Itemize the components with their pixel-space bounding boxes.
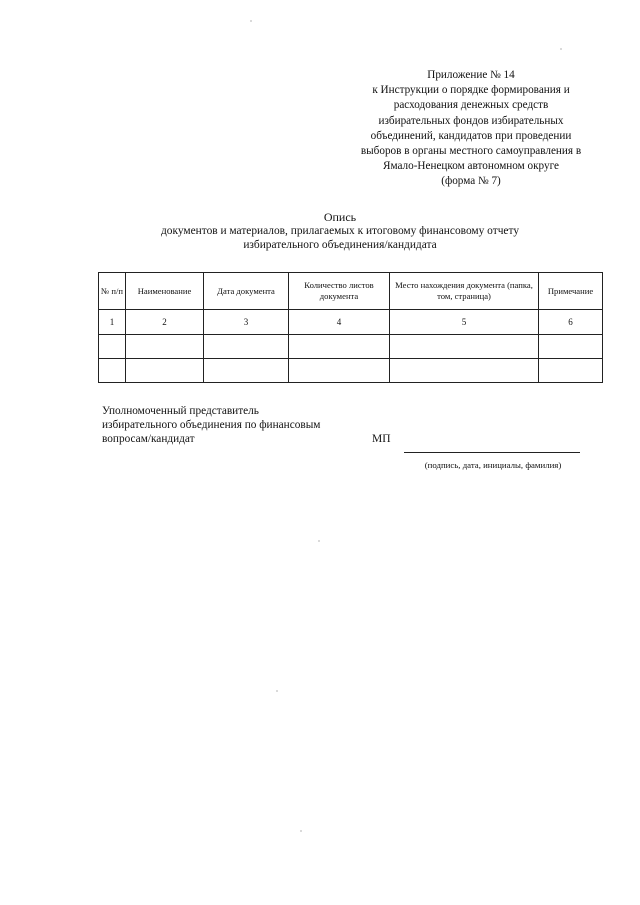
table-cell xyxy=(99,359,126,383)
table-cell xyxy=(289,335,390,359)
table-cell xyxy=(539,359,603,383)
table-cell xyxy=(390,335,539,359)
table-header-row xyxy=(99,273,603,310)
table-cell xyxy=(289,359,390,383)
header-cell-note: Примечание xyxy=(539,273,603,310)
appendix-line: выборов в органы местного самоуправления в xyxy=(360,145,582,158)
table-cell xyxy=(99,335,126,359)
table-cell xyxy=(126,335,204,359)
representative-block xyxy=(102,404,320,446)
table-cell: 5 xyxy=(390,310,539,335)
scan-speck xyxy=(276,690,278,692)
table-cell xyxy=(204,335,289,359)
header-cell-date: Дата документа xyxy=(204,273,289,310)
table-number-row xyxy=(99,310,603,335)
representative-line: избирательного объединения по финансовым xyxy=(102,419,321,431)
stamp-label: МП xyxy=(372,433,391,445)
appendix-line: Приложение № 14 xyxy=(427,69,515,81)
scan-speck xyxy=(250,20,252,22)
appendix-header xyxy=(340,68,602,190)
signature-caption: (подпись, дата, инициалы, фамилия) xyxy=(424,460,562,470)
table-cell: 4 xyxy=(289,310,390,335)
appendix-line: избирательных фондов избирательных xyxy=(378,114,564,127)
title-subtitle-line: документов и материалов, прилагаемых к итоговому финансовому отчету xyxy=(160,225,520,237)
representative-line: Уполномоченный представитель xyxy=(102,405,259,417)
table-cell xyxy=(126,359,204,383)
representative-line: вопросам/кандидат xyxy=(102,433,195,445)
table-row xyxy=(99,335,603,359)
appendix-line: расходования денежных средств xyxy=(393,99,549,112)
table-cell xyxy=(390,359,539,383)
table-cell xyxy=(204,359,289,383)
header-cell-location: Место нахождения документа (папка, том, страница) xyxy=(390,273,539,310)
scan-speck xyxy=(560,48,562,50)
table-cell: 3 xyxy=(204,310,289,335)
table-cell: 1 xyxy=(99,310,126,335)
appendix-line: Ямало-Ненецком автономном округе xyxy=(382,160,559,173)
document-title xyxy=(120,210,560,252)
scan-speck xyxy=(318,540,320,542)
header-cell-number: № п/п xyxy=(99,273,126,310)
title-subtitle-line: избирательного объединения/кандидата xyxy=(243,239,437,251)
inventory-table xyxy=(98,272,603,383)
appendix-line: объединений, кандидатов при проведении xyxy=(370,129,572,142)
appendix-line: к Инструкции о порядке формирования и xyxy=(372,84,570,97)
table-cell xyxy=(539,335,603,359)
table-cell: 6 xyxy=(539,310,603,335)
scan-speck xyxy=(300,830,302,832)
table-row xyxy=(99,359,603,383)
header-cell-name: Наименование xyxy=(126,273,204,310)
title-heading: Опись xyxy=(323,210,357,224)
header-cell-sheet-count: Количество листов документа xyxy=(289,273,390,310)
signature-line xyxy=(404,452,580,453)
table-cell: 2 xyxy=(126,310,204,335)
appendix-line: (форма № 7) xyxy=(441,175,501,188)
